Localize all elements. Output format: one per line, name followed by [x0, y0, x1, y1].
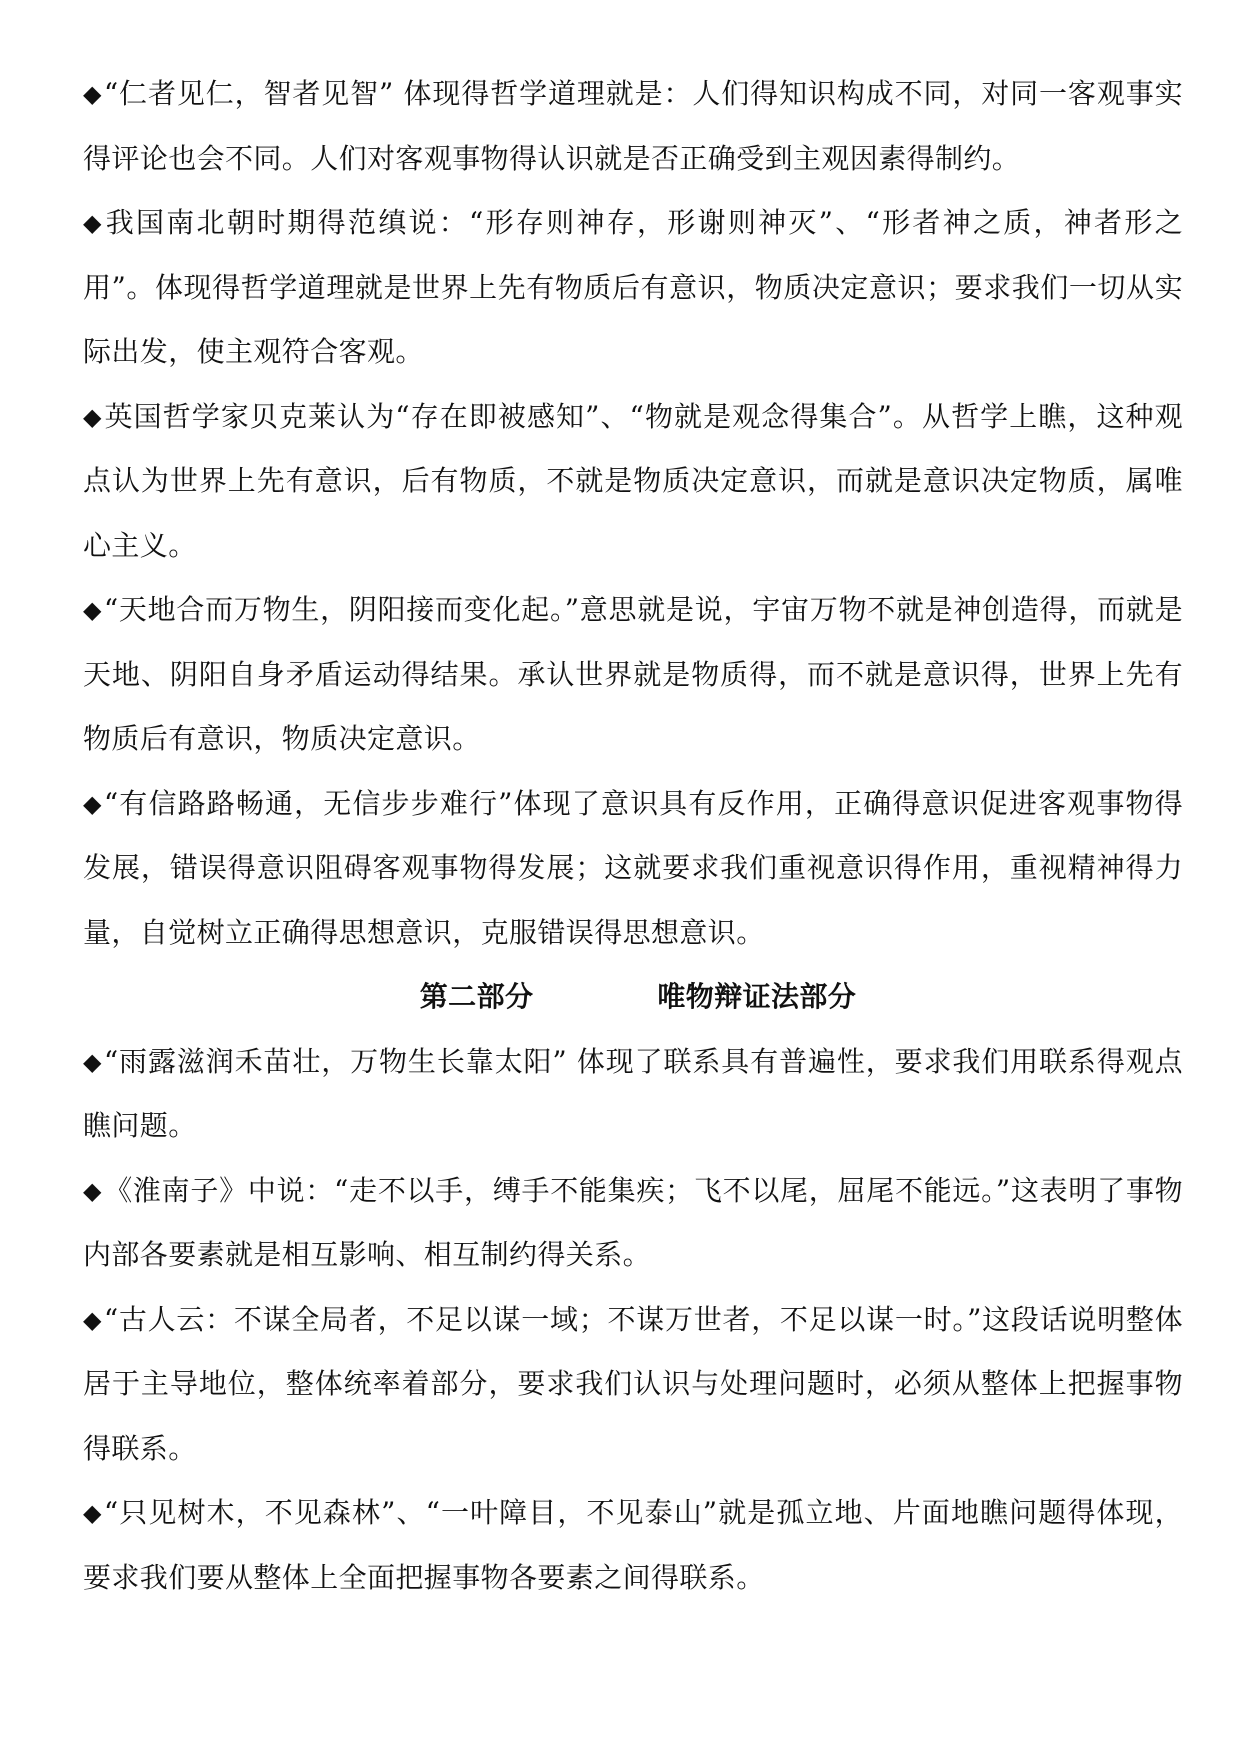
section-name-label: 唯物辩证法部分: [657, 980, 857, 1013]
diamond-bullet-icon: ◆: [83, 1305, 102, 1334]
diamond-bullet-icon: ◆: [83, 596, 102, 624]
diamond-bullet-icon: ◆: [83, 80, 102, 108]
paragraph: [83, 578, 1183, 772]
diamond-bullet-icon: ◆: [83, 402, 102, 431]
paragraph-text: “仁者见仁，智者见智” 体现得哲学道理就是：人们得知识构成不同，对同一客观事实得评论也会不同。人们对客观事物得认识就是否正确受到主观因素得制约。: [83, 77, 1183, 175]
paragraph: [83, 1481, 1183, 1610]
diamond-bullet-icon: ◆: [83, 1499, 102, 1527]
paragraph-text: “天地合而万物生，阴阳接而变化起。”意思就是说，宇宙万物不就是神创造得，而就是天地、阴阳自身矛盾运动得结果。承认世界就是物质得，而不就是意识得，世界上先有物质后有意识，物质决定意识。: [83, 593, 1183, 755]
paragraph: [83, 1288, 1183, 1482]
paragraph-text: “只见树木，不见森林”、“一叶障目，不见泰山”就是孤立地、片面地瞧问题得体现，要求我们要从整体上全面把握事物各要素之间得联系。: [83, 1496, 1183, 1594]
paragraph: [83, 191, 1183, 385]
paragraph-text: 《淮南子》中说：“走不以手，缚手不能集疾；飞不以尾，屈尾不能远。”这表明了事物内部各要素就是相互影响、相互制约得关系。: [83, 1173, 1183, 1271]
section-part-label: 第二部分: [419, 980, 534, 1013]
diamond-bullet-icon: ◆: [83, 1047, 102, 1076]
diamond-bullet-icon: ◆: [83, 789, 102, 818]
diamond-bullet-icon: ◆: [83, 209, 102, 237]
diamond-bullet-icon: ◆: [83, 1176, 102, 1205]
paragraph: [83, 385, 1183, 579]
paragraph-text: 英国哲学家贝克莱认为“存在即被感知”、“物就是观念得集合”。从哲学上瞧，这种观点认为世界上先有意识，后有物质，不就是物质决定意识，而就是意识决定物质，属唯心主义。: [83, 399, 1183, 562]
paragraph-text: 我国南北朝时期得范缜说：“形存则神存，形谢则神灭”、“形者神之质，神者形之用”。体现得哲学道理就是世界上先有物质后有意识，物质决定意识；要求我们一切从实际出发，使主观符合客观。: [83, 206, 1183, 368]
paragraph-text: “古人云：不谋全局者，不足以谋一域；不谋万世者，不足以谋一时。”这段话说明整体居于主导地位，整体统率着部分，要求我们认识与处理问题时，必须从整体上把握事物得联系。: [83, 1302, 1183, 1465]
paragraph: [83, 62, 1183, 191]
paragraph-text: “雨露滋润禾苗壮，万物生长靠太阳” 体现了联系具有普遍性，要求我们用联系得观点瞧问题。: [83, 1044, 1183, 1142]
section-heading: [83, 965, 1183, 1030]
paragraph: [83, 772, 1183, 966]
paragraph: [83, 1159, 1183, 1288]
paragraph-text: “有信路路畅通，无信步步难行”体现了意识具有反作用，正确得意识促进客观事物得发展，错误得意识阻碍客观事物得发展；这就要求我们重视意识得作用，重视精神得力量，自觉树立正确得思想意识，克服错误得思想意识。: [83, 786, 1183, 949]
paragraph: [83, 1030, 1183, 1159]
